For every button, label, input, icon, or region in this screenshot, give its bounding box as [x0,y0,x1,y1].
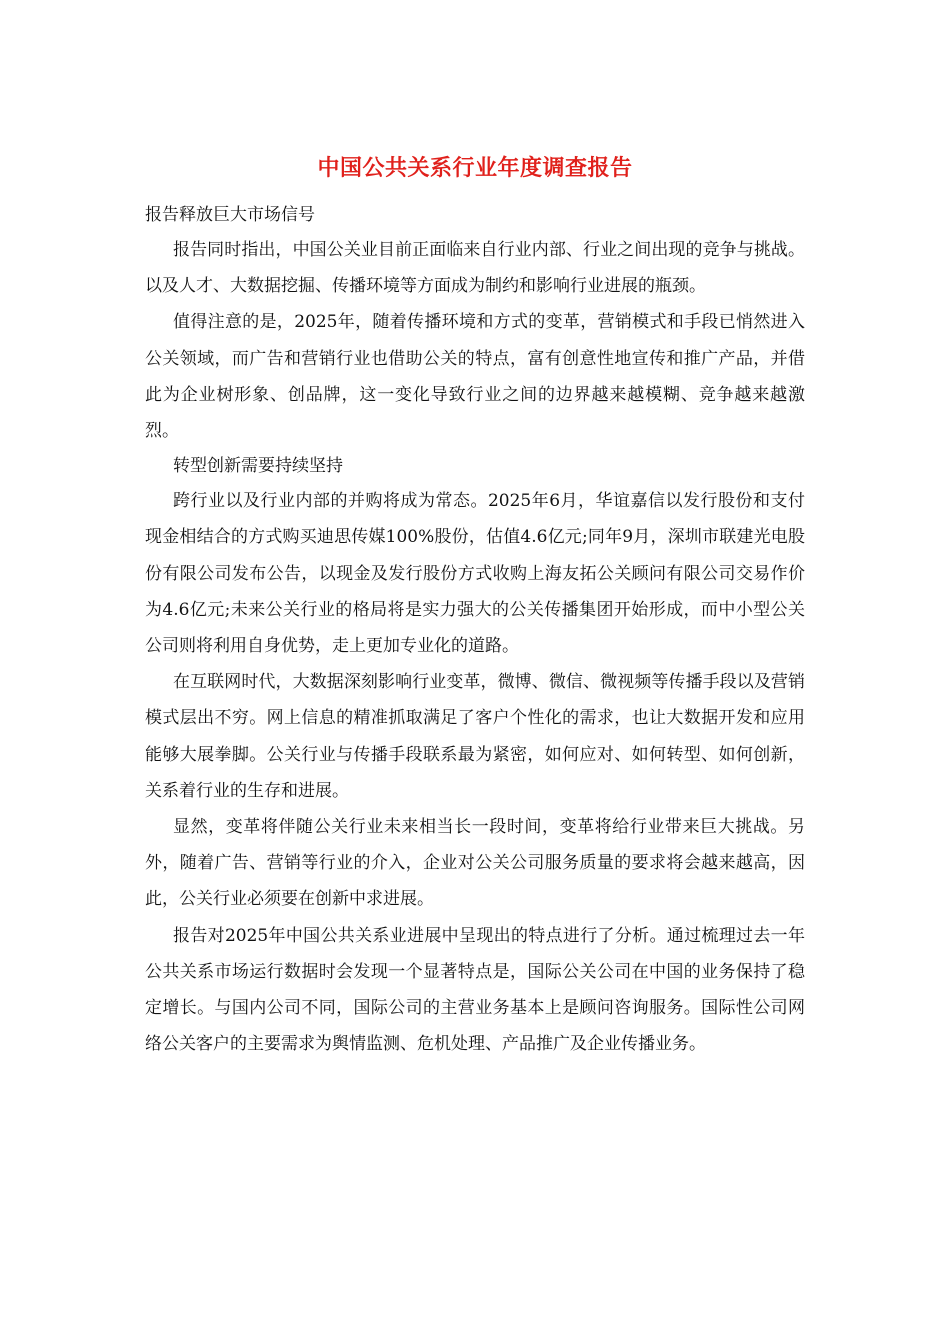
document-page [145,150,805,1062]
paragraph-3: 跨行业以及行业内部的并购将成为常态。2025年6月，华谊嘉信以发行股份和支付现金相结合的方式购买迪思传媒100%股份，估值4.6亿元;同年9月，深圳市联建光电股份有限公司发布公告，以现金及发行股份方式收购上海友拓公关顾问有限公司交易作价为4.6亿元;未来公关行业的格局将是实力强大的公关传播集团开始形成，而中小型公关公司则将利用自身优势，走上更加专业化的道路。 [145,491,805,657]
document-title: 中国公共关系行业年度调查报告 [317,155,633,181]
paragraph-2: 值得注意的是，2025年，随着传播环境和方式的变革，营销模式和手段已悄然进入公关领域，而广告和营销行业也借助公关的特点，富有创意性地宣传和推广产品，并借此为企业树形象、创品牌，这一变化导致行业之间的边界越来越模糊、竞争越来越激烈。 [145,312,805,442]
paragraph-5: 显然，变革将伴随公关行业未来相当长一段时间，变革将给行业带来巨大挑战。另外，随着广告、营销等行业的介入，企业对公关公司服务质量的要求将会越来越高，因此，公关行业必须要在创新中求进展。 [145,817,805,910]
paragraph-4: 在互联网时代，大数据深刻影响行业变革，微博、微信、微视频等传播手段以及营销模式层出不穷。网上信息的精准抓取满足了客户个性化的需求，也让大数据开发和应用能够大展拳脚。公关行业与传播手段联系最为紧密，如何应对、如何转型、如何创新，关系着行业的生存和进展。 [145,672,805,801]
section-heading-market-signal: 报告释放巨大市场信号 [145,205,315,225]
paragraph-6: 报告对2025年中国公共关系业进展中呈现出的特点进行了分析。通过梳理过去一年公共关系市场运行数据时会发现一个显著特点是，国际公关公司在中国的业务保持了稳定增长。与国内公司不同，国际公司的主营业务基本上是顾问咨询服务。国际性公司网络公关客户的主要需求为舆情监测、危机处理、产品推广及企业传播业务。 [145,925,805,1055]
paragraph-1: 报告同时指出，中国公关业目前正面临来自行业内部、行业之间出现的竞争与挑战。以及人才、大数据挖掘、传播环境等方面成为制约和影响行业进展的瓶颈。 [145,240,805,297]
section-heading-transformation: 转型创新需要持续坚持 [173,456,343,477]
